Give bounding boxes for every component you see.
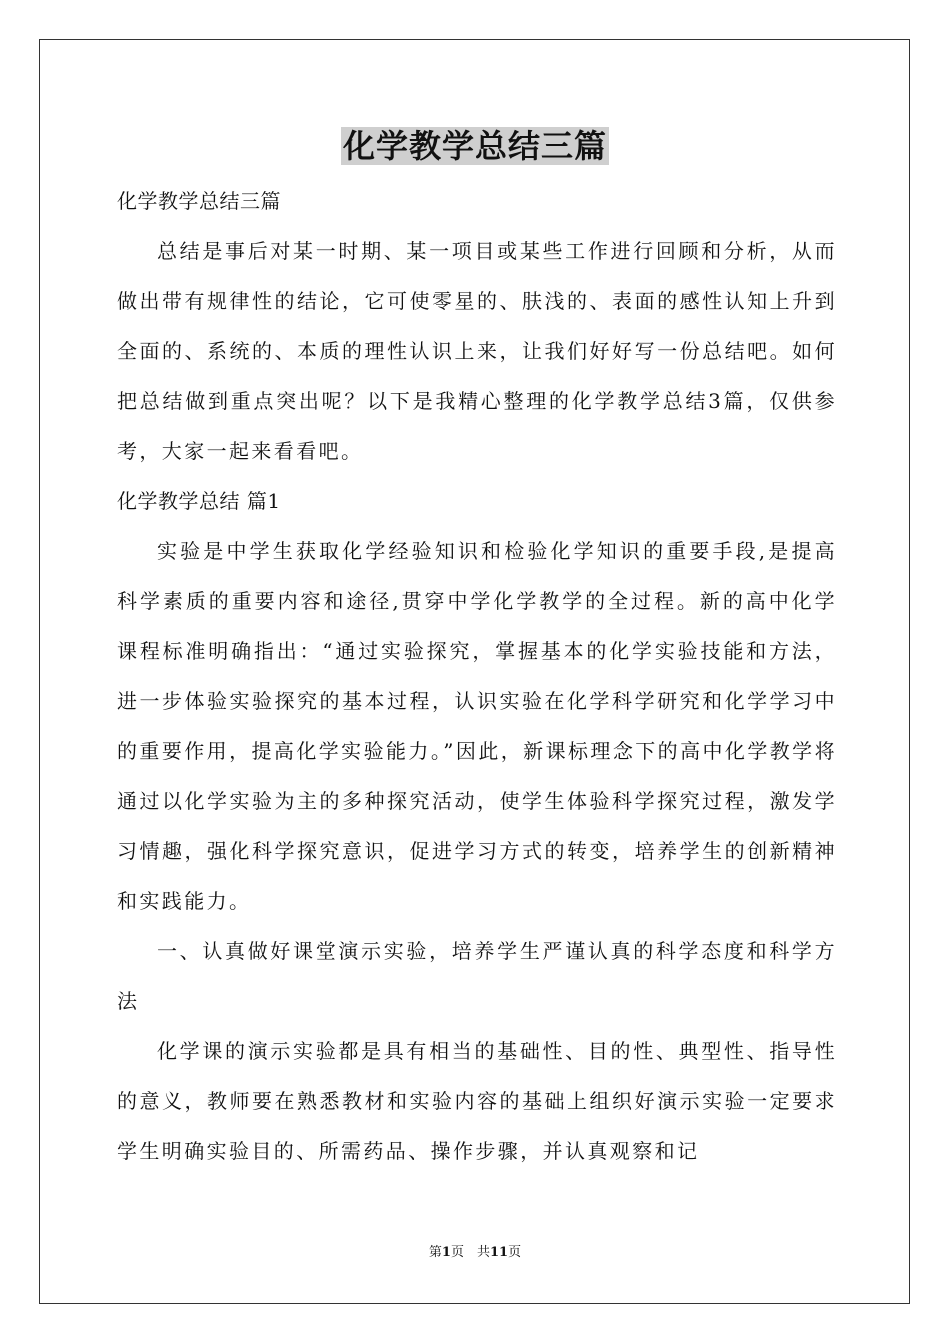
intro-paragraph: 总结是事后对某一时期、某一项目或某些工作进行回顾和分析，从而做出带有规律性的结论，它可使零星的、肤浅的、表面的感性认知上升到全面的、系统的、本质的理性认识上来，让我们好好写一份总结吧。如何把总结做到重点突出呢？以下是我精心整理的化学教学总结3篇，仅供参考，大家一起来看看吧。 [117,239,837,463]
current-page-number: 1 [441,1245,451,1260]
body-paragraph: 一、认真做好课堂演示实验，培养学生严谨认真的科学态度和科学方法 [117,939,837,1013]
page-footer [0,1244,950,1262]
document-subtitle: 化学教学总结三篇 [117,189,281,213]
body-paragraph: 实验是中学生获取化学经验知识和检验化学知识的重要手段,是提高科学素质的重要内容和途径,贯穿中学化学教学的全过程。新的高中化学课程标准明确指出：“通过实验探究，掌握基本的化学实验技能和方法，进一步体验实验探究的基本过程，认识实验在化学科学研究和化学学习中的重要作用，提高化学实验能力。”因此，新课标理念下的高中化学教学将通过以化学实验为主的多种探究活动，使学生体验科学探究过程，激发学习情趣，强化科学探究意识，促进学习方式的转变，培养学生的创新精神和实践能力。 [117,539,837,913]
section-heading: 化学教学总结 篇1 [117,489,281,513]
document-title-text: 化学教学总结三篇 [342,127,607,165]
page-label-prefix: 第 [428,1245,442,1260]
document-title [0,124,950,168]
total-page-count: 11 [489,1245,509,1260]
document-body [117,176,837,1176]
page-label-suffix: 页 [508,1245,522,1260]
body-paragraph: 化学课的演示实验都是具有相当的基础性、目的性、典型性、指导性的意义，教师要在熟悉教材和实验内容的基础上组织好演示实验一定要求学生明确实验目的、所需药品、操作步骤，并认真观察和记 [117,1039,837,1163]
page-label-mid: 页 共 [450,1245,490,1260]
